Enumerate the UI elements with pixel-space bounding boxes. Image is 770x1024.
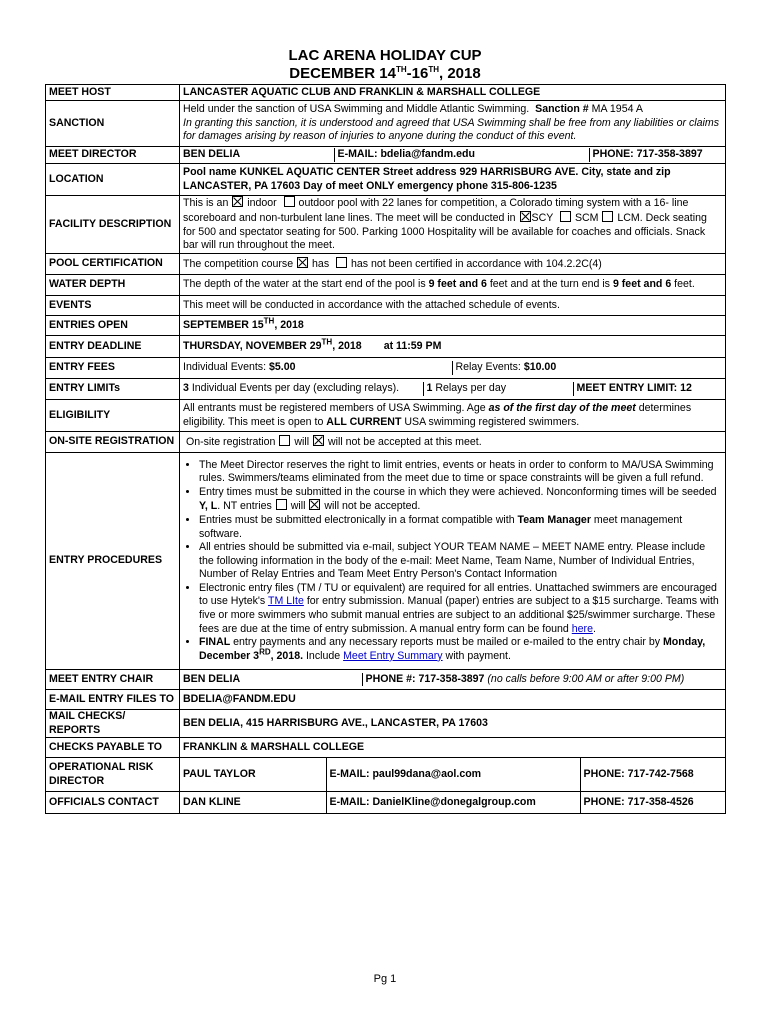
water-depth-value: The depth of the water at the start end of the pool is 9 feet and 6 feet and at the turn end is 9 feet and 6 feet. (180, 275, 726, 296)
row-location (46, 164, 726, 196)
entry-fees-label: ENTRY FEES (46, 358, 180, 379)
meet-entry-summary-link[interactable]: Meet Entry Summary (343, 649, 443, 662)
row-eligibility (46, 400, 726, 432)
row-events (46, 296, 726, 316)
water-depth-label: WATER DEPTH (46, 275, 180, 296)
location-label: LOCATION (46, 164, 180, 196)
checkbox-checked-icon (297, 257, 308, 268)
row-meet-director (46, 147, 726, 164)
email-files-label: E-MAIL ENTRY FILES TO (46, 690, 180, 710)
row-email-files (46, 690, 726, 710)
facility-label: FACILITY DESCRIPTION (46, 196, 180, 254)
checkbox-checked-icon (313, 435, 324, 446)
row-meet-host (46, 85, 726, 101)
entry-deadline-label: ENTRY DEADLINE (46, 336, 180, 358)
row-op-risk (46, 758, 726, 792)
row-entry-chair (46, 670, 726, 690)
checks-payable-label: CHECKS PAYABLE TO (46, 738, 180, 758)
meet-director-phone: PHONE: 717-358-3897 (589, 148, 725, 162)
relay-limit: 1 Relays per day (423, 382, 573, 396)
meet-info-table (45, 84, 726, 814)
checkbox-checked-icon (520, 211, 531, 222)
op-risk-name: PAUL TAYLOR (183, 767, 256, 780)
meet-dates: DECEMBER 14TH-16TH, 2018 (289, 65, 481, 82)
procedure-item: • The Meet Director reserves the right to limit entries, events or heats in order to conform to MA/USA Swimming rules. Swimmers/teams eliminated from the meet due to time or space constraints will be given a full refund. (199, 459, 722, 486)
row-mail-checks (46, 710, 726, 738)
checkbox-checked-icon (309, 499, 320, 510)
meet-director-name: BEN DELIA (183, 148, 241, 161)
procedure-item: • All entries should be submitted via e-mail, subject YOUR TEAM NAME – MEET NAME entry. Please include the following information in the body of the e-mail: Meet Name, Team Name, Number of Individual Entries, Number of Relay Entries and Team Meet Entry Person's Contact Information (199, 541, 722, 582)
eligibility-value: All entrants must be registered members of USA Swimming. Age as of the first day of the meet determines eligibility. This meet is open to ALL CURRENT USA swimming registered swimmers. (180, 400, 726, 432)
checkbox-empty-icon (602, 211, 613, 222)
checkbox-empty-icon (560, 211, 571, 222)
officials-label: OFFICIALS CONTACT (46, 792, 180, 814)
checkbox-empty-icon (284, 196, 295, 207)
relay-fee: Relay Events: $10.00 (452, 361, 725, 375)
procedure-item: • FINAL entry payments and any necessary reports must be mailed or e-mailed to the entry chair by Monday, December 3RD, 2018. Include Meet Entry Summary with payment. (199, 636, 722, 663)
onsite-value: On-site registration will will not be accepted at this meet. (180, 432, 726, 453)
procedure-item: • Entries must be submitted electronically in a format compatible with Team Manager meet management software. (199, 514, 722, 541)
entry-limits-label: ENTRY LIMITs (46, 379, 180, 400)
manual-entry-form-link[interactable]: here (571, 622, 593, 635)
meet-host-value: LANCASTER AQUATIC CLUB AND FRANKLIN & MARSHALL COLLEGE (180, 85, 726, 101)
row-entry-deadline (46, 336, 726, 358)
entries-open-label: ENTRIES OPEN (46, 316, 180, 336)
sanction-label: SANCTION (46, 101, 180, 147)
sanction-value: Held under the sanction of USA Swimming and Middle Atlantic Swimming. Sanction # MA 1954 A In granting this sanction, it is understood and agreed that USA Swimming shall be free from any liabilities or claims for damages arising by reason of injuries to anyone during the conduct of this event. (180, 101, 726, 147)
officials-name: DAN KLINE (183, 795, 241, 808)
individual-fee: Individual Events: $5.00 (183, 361, 296, 374)
location-value: Pool name KUNKEL AQUATIC CENTER Street address 929 HARRISBURG AVE. City, state and zip LANCASTER, PA 17603 Day of meet ONLY emergency phone 315-806-1235 (180, 164, 726, 196)
procedure-item: • Electronic entry files (TM / TU or equivalent) are required for all entries. Unattached swimmers are encouraged to use Hytek's TM LIte for entry submission. Manual (paper) entries are subject to a $15 surcharge. Teams with five or more swimmers who submit manual entries are subject to an additional $25/swimmer surcharge. These fees are due at the time of entry submission. A manual entry form can be found here. (199, 582, 722, 636)
eligibility-label: ELIGIBILITY (46, 400, 180, 432)
events-label: EVENTS (46, 296, 180, 316)
op-risk-email: E-MAIL: paul99dana@aol.com (326, 758, 580, 791)
page-number: Pg 1 (373, 973, 397, 985)
officials-email: E-MAIL: DanielKline@donegalgroup.com (326, 792, 580, 813)
meet-director-label: MEET DIRECTOR (46, 147, 180, 164)
row-pool-cert (46, 254, 726, 275)
checkbox-empty-icon (336, 257, 347, 268)
checkbox-checked-icon (232, 196, 243, 207)
row-entry-fees (46, 358, 726, 379)
op-risk-phone: PHONE: 717-742-7568 (580, 758, 725, 791)
entry-deadline-value: THURSDAY, NOVEMBER 29TH, 2018 at 11:59 PM (180, 336, 726, 358)
events-value: This meet will be conducted in accordance with the attached schedule of events. (180, 296, 726, 316)
row-facility (46, 196, 726, 254)
facility-value: This is an indoor outdoor pool with 22 lanes for competition, a Colorado timing system with a 16- line scoreboard and non-turbulent lane lines. The meet will be conducted in SCY SCM LCM. Deck seating for 500 and spectator seating for 500. Parking 1000 Hospitality will be available for coaches and officials. Snack bar will run throughout the meet. (180, 196, 726, 254)
checkbox-empty-icon (279, 435, 290, 446)
row-onsite (46, 432, 726, 453)
mail-checks-label: MAIL CHECKS/ REPORTS (46, 710, 180, 738)
checkbox-empty-icon (276, 499, 287, 510)
checks-payable-value: FRANKLIN & MARSHALL COLLEGE (180, 738, 726, 758)
row-entry-limits (46, 379, 726, 400)
row-water-depth (46, 275, 726, 296)
entry-chair-phone: PHONE #: 717-358-3897 (no calls before 9:00 AM or after 9:00 PM) (362, 673, 725, 687)
meet-director-email: E-MAIL: bdelia@fandm.edu (334, 148, 589, 162)
officials-phone: PHONE: 717-358-4526 (580, 792, 725, 813)
meet-entry-limit: MEET ENTRY LIMIT: 12 (573, 382, 725, 396)
entry-procedures-value (180, 453, 726, 670)
entry-chair-name: BEN DELIA (183, 672, 241, 685)
procedure-item: • Entry times must be submitted in the course in which they were achieved. Nonconforming times will be seeded Y, L. NT entries will will not be accepted. (199, 486, 722, 514)
op-risk-label: OPERATIONAL RISK DIRECTOR (46, 758, 180, 792)
tm-lite-link[interactable]: TM LIte (267, 595, 304, 608)
pool-cert-value: The competition course has has not been certified in accordance with 104.2.2C(4) (180, 254, 726, 275)
onsite-label: ON-SITE REGISTRATION (46, 432, 180, 453)
entries-open-value: SEPTEMBER 15TH, 2018 (180, 316, 726, 336)
email-files-value: BDELIA@FANDM.EDU (180, 690, 726, 710)
meet-title: LAC ARENA HOLIDAY CUP (288, 47, 482, 64)
meet-host-label: MEET HOST (46, 85, 180, 101)
row-officials (46, 792, 726, 814)
row-entries-open (46, 316, 726, 336)
entry-procedures-label: ENTRY PROCEDURES (46, 453, 180, 670)
entry-chair-label: MEET ENTRY CHAIR (46, 670, 180, 690)
individual-limit: 3 Individual Events per day (excluding relays). (183, 382, 400, 395)
row-sanction (46, 101, 726, 147)
mail-checks-value: BEN DELIA, 415 HARRISBURG AVE., LANCASTER, PA 17603 (180, 710, 726, 738)
row-checks-payable (46, 738, 726, 758)
row-entry-procedures (46, 453, 726, 670)
pool-cert-label: POOL CERTIFICATION (46, 254, 180, 275)
